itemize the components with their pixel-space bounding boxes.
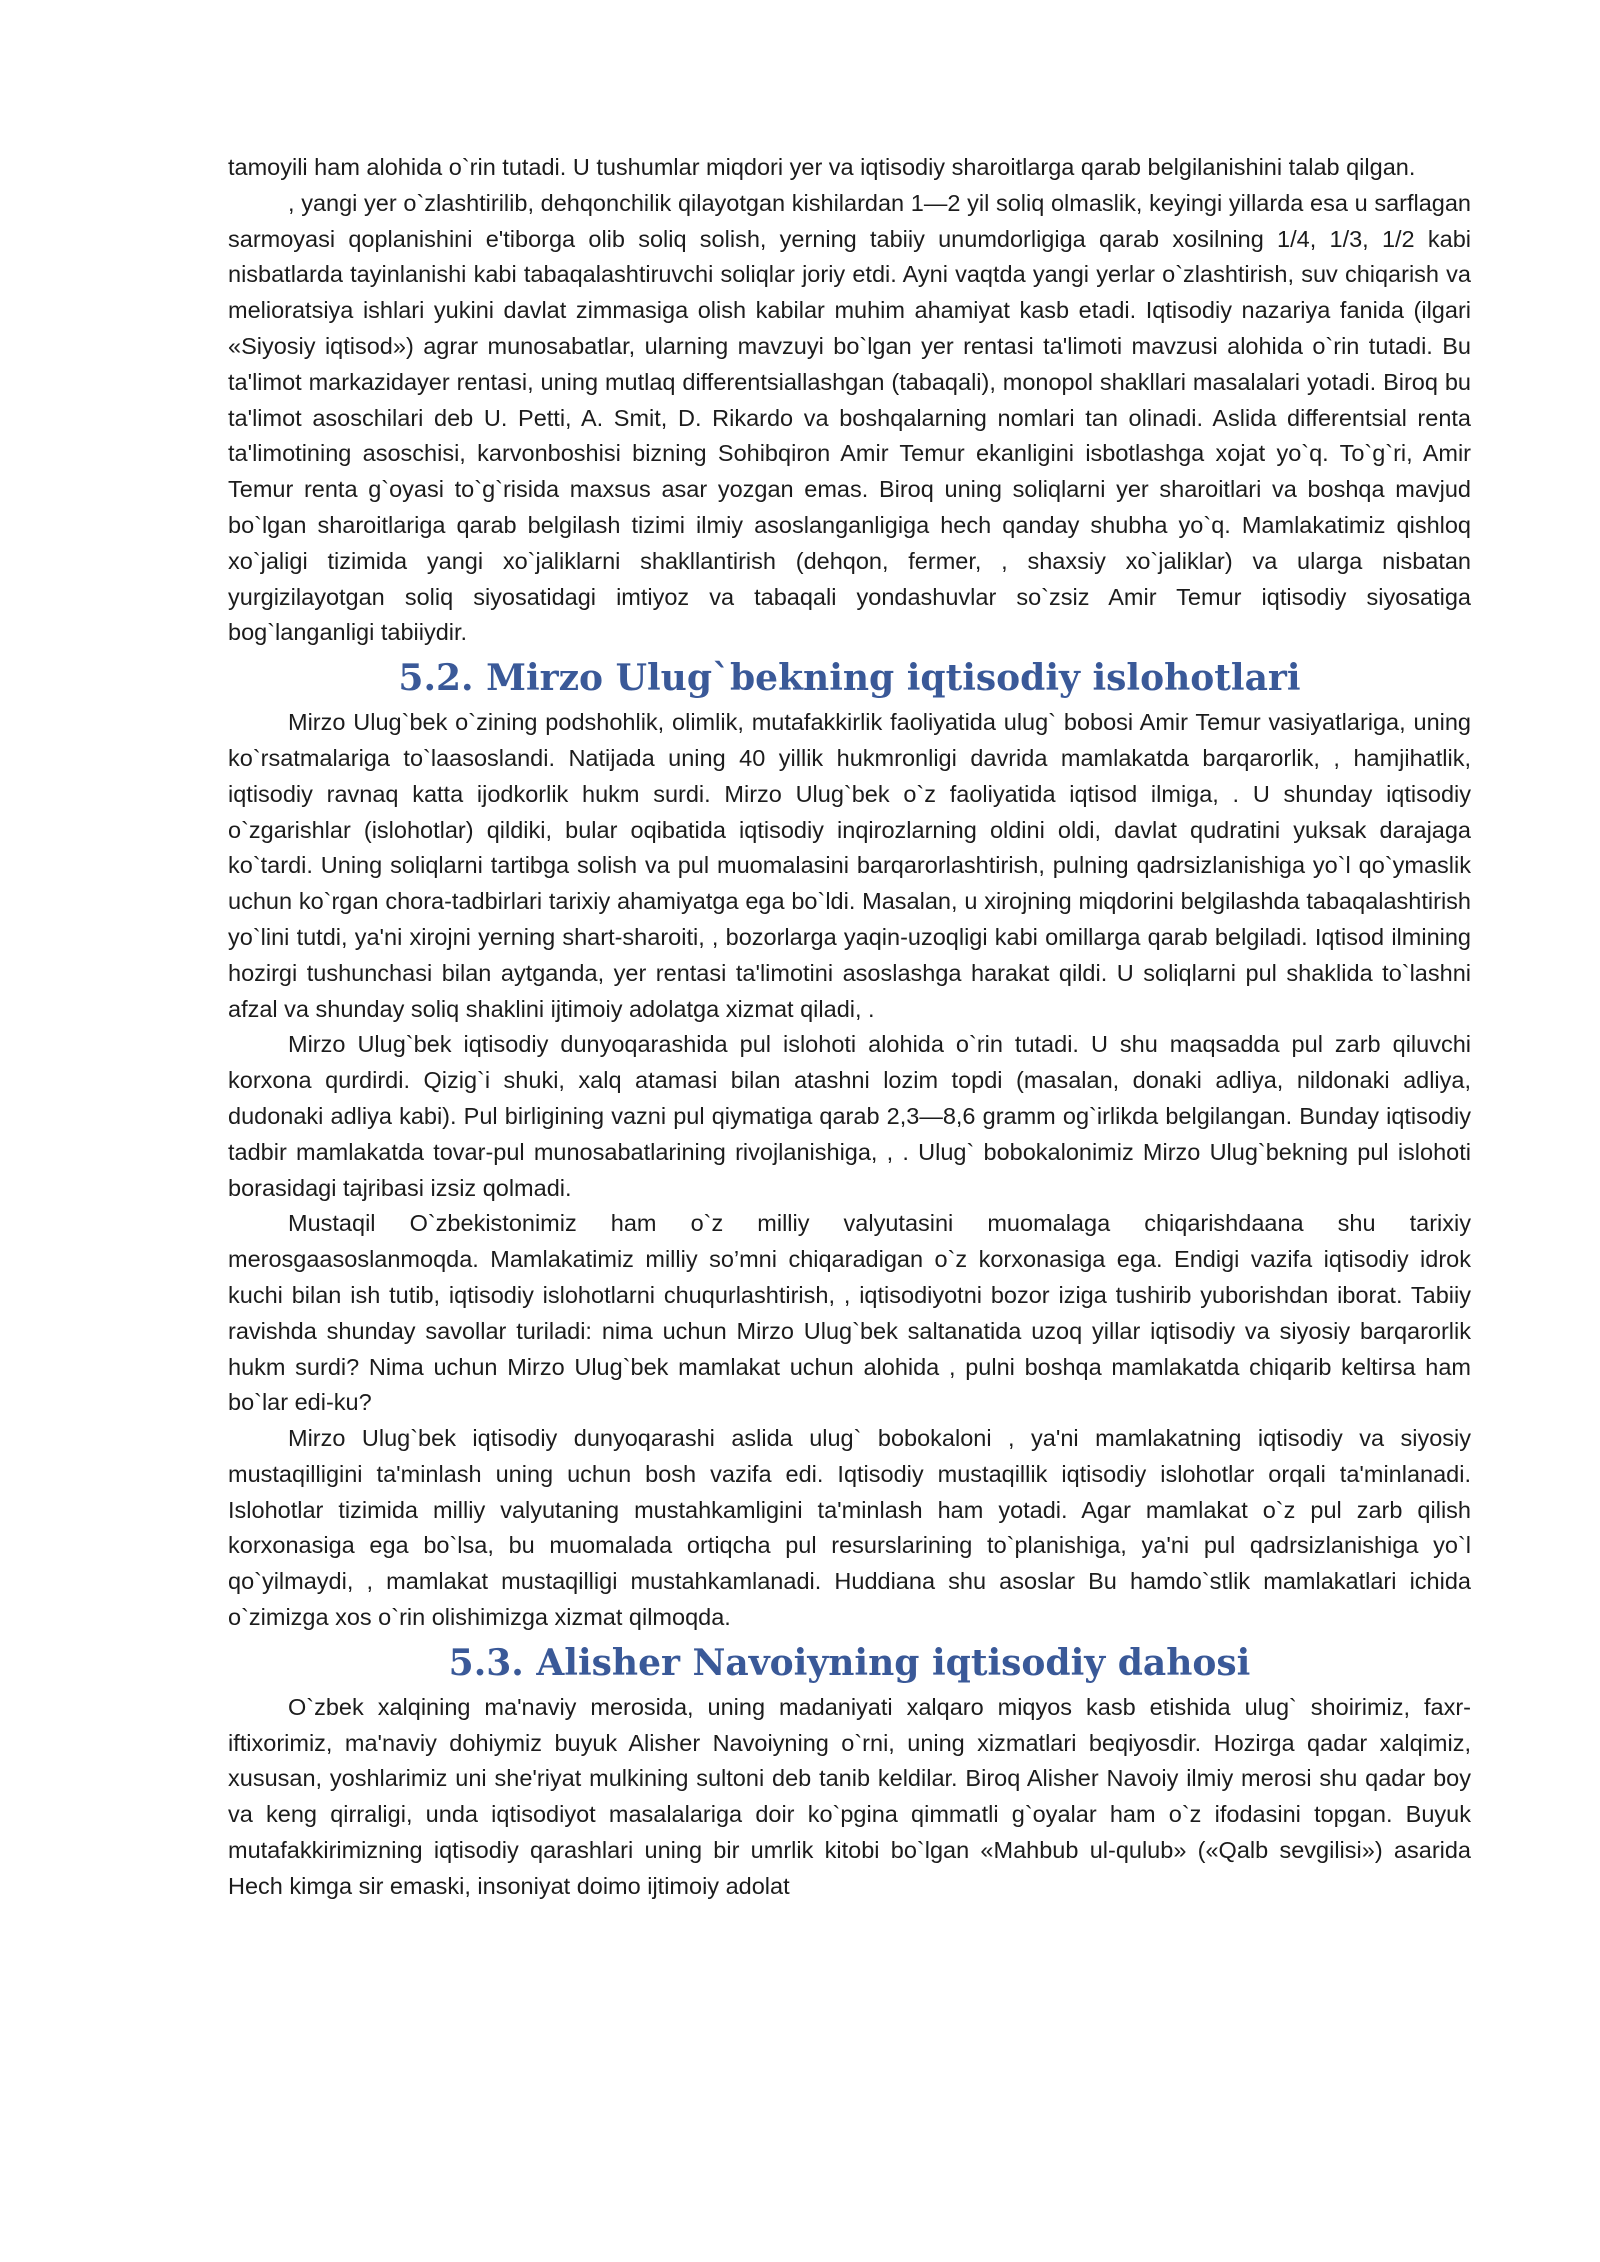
paragraph-ulugbek-3: Mustaqil O`zbekistonimiz ham o`z milliy valyutasini muomalaga chiqarishdaana shu tarixiy merosgaasoslanmoqda. Mamlakatimiz milliy so’mni chiqaradigan o`z korxonasiga ega. Endigi vazifa iqtisodiy idrok kuchi bilan ish tutib, iqtisodiy islohotlarni chuqurlashtirish, , iqtisodiyotni bozor iziga tushirib yuborishdan iborat. Tabiiy ravishda shunday savollar turiladi: nima uchun Mirzo Ulug`bek saltanatida uzoq yillar iqtisodiy va siyosiy barqarorlik hukm surdi? Nima uchun Mirzo Ulug`bek mamlakat uchun alohida , pulni boshqa mamlakatda chiqarib keltirsa ham bo`lar edi-ku?	[228, 1210, 1471, 1416]
paragraph-ulugbek-2: Mirzo Ulug`bek iqtisodiy dunyoqarashida pul islohoti alohida o`rin tutadi. U shu maqsadda pul zarb qiluvchi korxona qurdirdi. Qizig`i shuki, xalq atamasi bilan atashni lozim topdi (masalan, donaki adliya, nildonaki adliya, dudonaki adliya kabi). Pul birligining vazni pul qiymatiga qarab 2,3—8,6 gramm og`irlikda belgilangan. Bunday iqtisodiy tadbir mamlakatda tovar-pul munosabatlarining rivojlanishiga, , . Ulug` bobokalonimiz Mirzo Ulug`bekning pul islohoti borasidagi tajribasi izsiz qolmadi.	[228, 1031, 1471, 1201]
section-heading-ulugbek: 5.2. Mirzo Ulug`bekning iqtisodiy islohotlari	[398, 657, 1301, 700]
section-heading-navoi: 5.3. Alisher Navoiyning iqtisodiy dahosi	[448, 1641, 1251, 1684]
paragraph-navoi-1: O`zbek xalqining ma'naviy merosida, uning madaniyati xalqaro miqyos kasb etishida ulug` shoirimiz, faxr-iftixorimiz, ma'naviy dohiymiz buyuk Alisher Navoiyning o`rni, uning xizmatlari beqiyosdir. Hozirga qadar xalqimiz, xususan, yoshlarimiz uni she'riyat mulkining sultoni deb tanib keldilar. Biroq Alisher Navoiy ilmiy merosi shu qadar boy va keng qirraligi, unda iqtisodiyot masalalariga doir ko`pgina qimmatli g`oyalar ham o`z ifodasini topgan. Buyuk mutafakkirimizning iqtisodiy qarashlari uning bir umrlik kitobi bo`lgan «Mahbub ul-qulub» («Qalb sevgilisi») asarida Hech kimga sir emaski, insoniyat doimo ijtimoiy adolat	[228, 1693, 1471, 1899]
document-page	[228, 150, 1471, 1905]
paragraph-amir-temur-taxes: , yangi yer o`zlashtirilib, dehqonchilik qilayotgan kishilardan 1—2 yil soliq olmaslik, keyingi yillarda esa u sarflagan sarmoyasi qoplanishini e'tiborga olib soliq solish, yerning tabiiy unumdorligiga qarab xosilning 1/4, 1/3, 1/2 kabi nisbatlarda tayinlanishi kabi tabaqalashtiruvchi soliqlar joriy etdi. Ayni vaqtda yangi yerlar o`zlashtirish, suv chiqarish va melioratsiya ishlari yukini davlat zimmasiga olish kabilar muhim ahamiyat kasb etadi. Iqtisodiy nazariya fanida (ilgari «Siyosiy iqtisod») agrar munosabatlar, ularning mavzuyi bo`lgan yer rentasi ta'limoti mavzusi alohida o`rin tutadi. Bu ta'limot markazidayer rentasi, uning mutlaq differentsiallashgan (tabaqali), monopol shakllari masalalari yotadi. Biroq bu ta'limot asoschilari deb U. Petti, A. Smit, D. Rikardo va boshqalarning nomlari tan olinadi. Aslida differentsial renta ta'limotining asoschisi, karvonboshisi bizning Sohibqiron Amir Temur ekanligini isbotlashga xojat yo`q. To`g`ri, Amir Temur renta g`oyasi to`g`risida maxsus asar yozgan emas. Biroq uning soliqlarni yer sharoitlari va boshqa mavjud bo`lgan sharoitlariga qarab belgilash tizimi ilmiy asoslanganligiga hech qanday shubha yo`q. Mamlakatimiz qishloq xo`jaligi tizimida yangi xo`jaliklarni shakllantirish (dehqon, fermer, , shaxsiy xo`jaliklar) va ularga nisbatan yurgizilayotgan soliq siyosatidagi imtiyoz va tabaqali yondashuvlar so`zsiz Amir Temur iqtisodiy siyosatiga bog`langanligi tabiiydir.	[228, 189, 1471, 646]
paragraph-ulugbek-4: Mirzo Ulug`bek iqtisodiy dunyoqarashi aslida ulug` bobokaloni , ya'ni mamlakatning iqtisodiy va siyosiy mustaqilligini ta'minlash uning uchun bosh vazifa edi. Iqtisodiy mustaqillik iqtisodiy islohotlar orqali ta'minlanadi. Islohotlar tizimida milliy valyutaning mustahkamligini ta'minlash ham yotadi. Agar mamlakat o`z pul zarb qilish korxonasiga ega bo`lsa, bu muomalada ortiqcha pul resurslarining to`planishiga, ya'ni pul qadrsizlanishiga yo`l qo`yilmaydi, , mamlakat mustaqilligi mustahkamlanadi. Huddiana shu asoslar Bu hamdo`stlik mamlakatlari ichida o`zimizga xos o`rin olishimizga xizmat qilmoqda.	[228, 1425, 1471, 1631]
paragraph-continuation: tamoyili ham alohida o`rin tutadi. U tushumlar miqdori yer va iqtisodiy sharoitlarga qarab belgilanishini talab qilgan.	[228, 154, 1416, 180]
paragraph-ulugbek-1: Mirzo Ulug`bek o`zining podshohlik, olimlik, mutafakkirlik faoliyatida ulug` bobosi Amir Temur vasiyatlariga, uning ko`rsatmalariga to`laasoslandi. Natijada uning 40 yillik hukmronligi davrida mamlakatda barqarorlik, , hamjihatlik, iqtisodiy ravnaq katta ijodkorlik hukm surdi. Mirzo Ulug`bek o`z faoliyatida iqtisod ilmiga, . U shunday iqtisodiy o`zgarishlar (islohotlar) qildiki, bular oqibatida iqtisodiy inqirozlarning oldini oldi, davlat qudratini yuksak darajaga ko`tardi. Uning soliqlarni tartibga solish va pul muomalasini barqarorlashtirish, pulning qadrsizlanishiga yo`l qo`ymaslik uchun ko`rgan chora-tadbirlari tarixiy ahamiyatga ega bo`ldi. Masalan, u xirojning miqdorini belgilashda tabaqalashtirish yo`lini tutdi, ya'ni xirojni yerning shart-sharoiti, , bozorlarga yaqin-uzoqligi kabi omillarga qarab belgiladi. Iqtisod ilmining hozirgi tushunchasi bilan aytganda, yer rentasi ta'limotini asoslashga harakat qildi. U soliqlarni pul shaklida to`lashni afzal va shunday soliq shaklini ijtimoiy adolatga xizmat qiladi, .	[228, 709, 1471, 1022]
